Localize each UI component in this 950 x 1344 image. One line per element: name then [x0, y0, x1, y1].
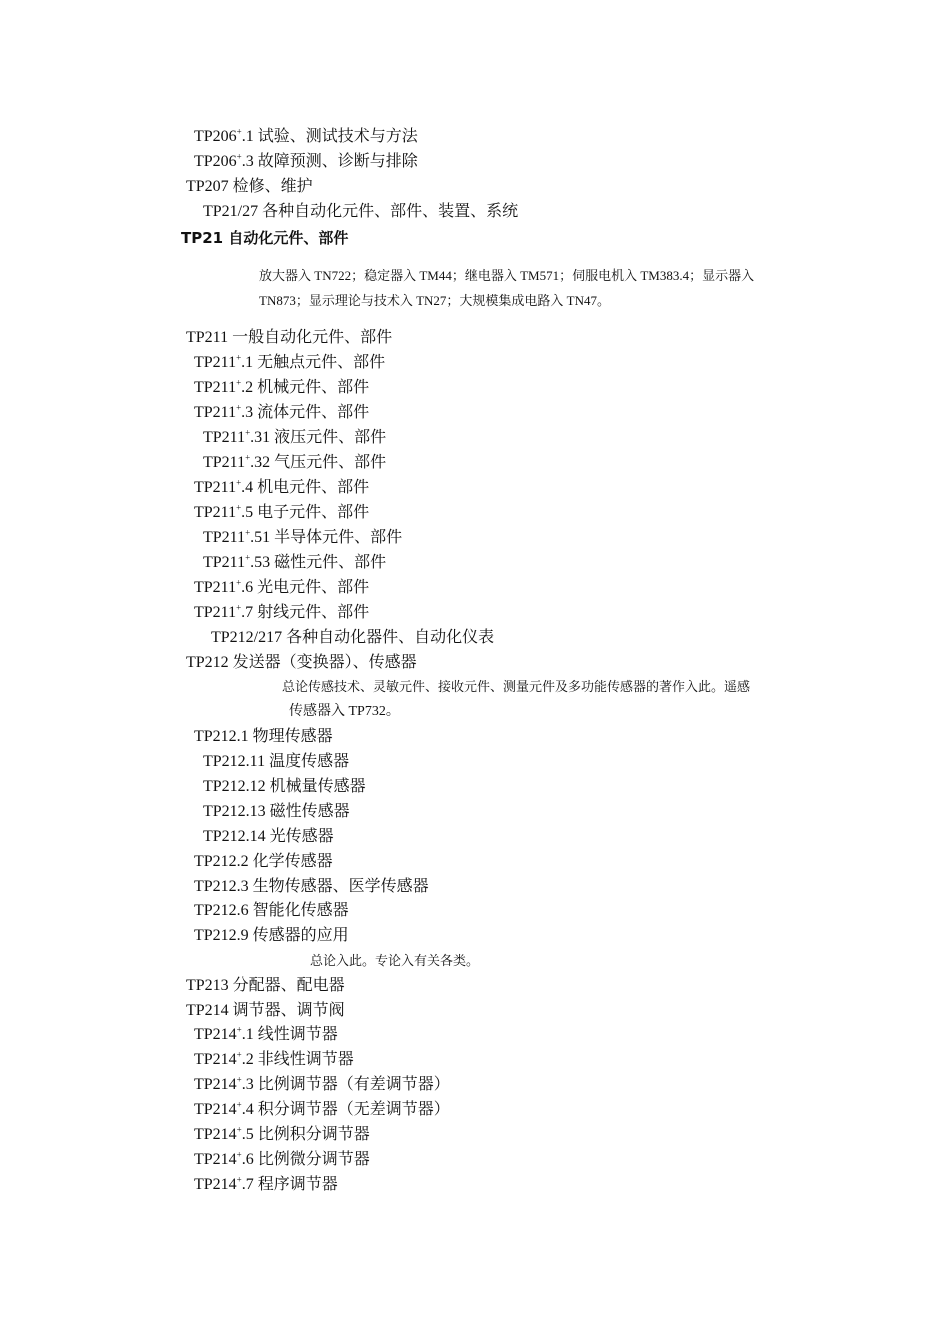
entry-tp212-14	[203, 827, 334, 847]
entry-suffix: .3	[241, 1076, 254, 1093]
entry-code: TP21	[181, 229, 224, 247]
entry-code: TP214	[194, 1101, 237, 1118]
entry-title: 发送器（变换器）、传感器	[232, 654, 417, 671]
entry-tp214-3	[194, 1075, 450, 1095]
entry-title: 光电元件、部件	[257, 579, 370, 596]
entry-tp212	[186, 653, 417, 673]
note-tp212-9: 总论入此。专论入有关各类。	[310, 953, 480, 968]
entry-code: TP211	[194, 479, 237, 496]
entry-suffix: .2	[241, 1051, 254, 1068]
entry-tp207	[186, 177, 313, 197]
entry-sup: +	[236, 1149, 242, 1160]
entry-code: TP212.11	[203, 753, 266, 770]
entry-tp214-7	[194, 1175, 338, 1195]
entry-code: TP214	[194, 1151, 237, 1168]
entry-code: TP212.14	[203, 828, 266, 845]
entry-code: TP212.12	[203, 778, 266, 795]
entry-code: TP211	[194, 354, 237, 371]
entry-tp21-27	[203, 202, 518, 222]
entry-code: TP211	[194, 604, 237, 621]
entry-tp212-2	[194, 852, 333, 872]
entry-suffix: .31	[250, 429, 271, 446]
entry-title: 比例积分调节器	[257, 1126, 370, 1143]
entry-tp211-31	[203, 428, 386, 448]
entry-code: TP212.6	[194, 902, 249, 919]
entry-tp211-51	[203, 528, 402, 548]
entry-code: TP212.9	[194, 927, 249, 944]
entry-sup: +	[236, 1174, 242, 1185]
entry-title: 一般自动化元件、部件	[232, 329, 393, 346]
entry-sup: +	[236, 1049, 242, 1060]
entry-suffix: .5	[241, 504, 254, 521]
entry-suffix: .4	[241, 479, 254, 496]
entry-title: 调节器、调节阀	[232, 1002, 345, 1019]
entry-title: 各种自动化器件、自动化仪表	[286, 629, 495, 646]
entry-tp211-7	[194, 603, 369, 623]
entry-title: 机械量传感器	[269, 778, 366, 795]
entry-code: TP212.2	[194, 853, 249, 870]
entry-title: 生物传感器、医学传感器	[252, 878, 429, 895]
entry-code: TP211	[194, 579, 237, 596]
entry-title: 机械元件、部件	[257, 379, 370, 396]
entry-title: 物理传感器	[252, 728, 333, 745]
entry-suffix: .7	[241, 1176, 254, 1193]
entry-code: TP214	[186, 1002, 229, 1019]
entry-suffix: .6	[241, 1151, 254, 1168]
entry-title: 半导体元件、部件	[274, 529, 403, 546]
entry-tp211	[186, 328, 392, 348]
entry-code: TP211	[203, 554, 246, 571]
entry-sup: +	[236, 352, 242, 363]
entry-tp214-1	[194, 1025, 338, 1045]
entry-code: TP214	[194, 1051, 237, 1068]
entry-suffix: .1	[241, 128, 254, 145]
entry-sup: +	[245, 527, 251, 538]
entry-title: 试验、测试技术与方法	[257, 128, 418, 145]
entry-code: TP207	[186, 178, 229, 195]
entry-suffix: .6	[241, 579, 254, 596]
entry-sup: +	[236, 1099, 242, 1110]
entry-code: TP212	[186, 654, 229, 671]
entry-title: 故障预测、诊断与排除	[257, 153, 418, 170]
entry-code: TP214	[194, 1026, 237, 1043]
entry-tp212-11	[203, 752, 349, 772]
entry-sup: +	[236, 477, 242, 488]
entry-title: 积分调节器（无差调节器）	[257, 1101, 450, 1118]
entry-tp212-217	[211, 628, 494, 648]
entry-tp214	[186, 1001, 345, 1021]
entry-tp212-1	[194, 727, 333, 747]
entry-title: 线性调节器	[257, 1026, 338, 1043]
entry-title: 非线性调节器	[257, 1051, 354, 1068]
entry-sup: +	[245, 427, 251, 438]
entry-sup: +	[236, 151, 242, 162]
entry-tp211-6	[194, 578, 369, 598]
entry-tp211-4	[194, 478, 369, 498]
entry-suffix: .32	[250, 454, 271, 471]
entry-code: TP212/217	[211, 629, 283, 646]
entry-code: TP21/27	[203, 203, 259, 220]
entry-sup: +	[245, 452, 251, 463]
entry-tp211-1	[194, 353, 385, 373]
entry-suffix: .3	[241, 153, 254, 170]
entry-title: 比例微分调节器	[257, 1151, 370, 1168]
entry-tp214-5	[194, 1125, 370, 1145]
entry-sup: +	[236, 1024, 242, 1035]
entry-title: 机电元件、部件	[257, 479, 370, 496]
entry-sup: +	[236, 126, 242, 137]
entry-tp211-2	[194, 378, 369, 398]
entry-tp211-3	[194, 403, 369, 423]
note-tp21-line2: TN873；显示理论与技术入 TN27；大规模集成电路入 TN47。	[259, 293, 610, 308]
entry-sup: +	[236, 402, 242, 413]
entry-suffix: .1	[241, 354, 254, 371]
entry-code: TP212.3	[194, 878, 249, 895]
entry-title: 磁性传感器	[269, 803, 350, 820]
entry-code: TP206	[194, 128, 237, 145]
entry-suffix: .53	[250, 554, 271, 571]
entry-suffix: .4	[241, 1101, 254, 1118]
entry-code: TP211	[194, 504, 237, 521]
entry-tp206-3	[194, 152, 418, 172]
entry-title: 射线元件、部件	[257, 604, 370, 621]
entry-title: 电子元件、部件	[257, 504, 370, 521]
entry-tp206-1	[194, 127, 418, 147]
entry-suffix: .7	[241, 604, 254, 621]
entry-code: TP212.13	[203, 803, 266, 820]
entry-title: 气压元件、部件	[274, 454, 387, 471]
entry-title: 程序调节器	[257, 1176, 338, 1193]
entry-title: 光传感器	[269, 828, 334, 845]
entry-tp213	[186, 976, 345, 996]
entry-sup: +	[236, 602, 242, 613]
entry-tp211-53	[203, 553, 386, 573]
entry-suffix: .1	[241, 1026, 254, 1043]
entry-code: TP214	[194, 1076, 237, 1093]
entry-sup: +	[236, 1124, 242, 1135]
entry-tp214-4	[194, 1100, 450, 1120]
entry-sup: +	[236, 1074, 242, 1085]
entry-title: 液压元件、部件	[274, 429, 387, 446]
entry-title: 无触点元件、部件	[257, 354, 386, 371]
entry-code: TP211	[203, 454, 246, 471]
entry-suffix: .5	[241, 1126, 254, 1143]
entry-title: 温度传感器	[269, 753, 350, 770]
entry-title: 化学传感器	[252, 853, 333, 870]
note-tp21-line1: 放大器入 TN722；稳定器入 TM44；继电器入 TM571；伺服电机入 TM383.4；显示器入	[259, 268, 755, 283]
entry-tp212-6	[194, 901, 349, 921]
entry-sup: +	[236, 577, 242, 588]
entry-code: TP214	[194, 1176, 237, 1193]
entry-title: 传感器的应用	[252, 927, 349, 944]
entry-code: TP211	[203, 429, 246, 446]
entry-sup: +	[236, 377, 242, 388]
entry-suffix: .3	[241, 404, 254, 421]
note-tp212-line2: 传感器入 TP732。	[289, 704, 400, 719]
entry-tp212-9	[194, 926, 349, 946]
entry-tp212-12	[203, 777, 366, 797]
entry-code: TP206	[194, 153, 237, 170]
entry-sup: +	[245, 552, 251, 563]
entry-tp212-13	[203, 802, 350, 822]
entry-title: 流体元件、部件	[257, 404, 370, 421]
entry-title: 检修、维护	[232, 178, 313, 195]
entry-code: TP211	[203, 529, 246, 546]
entry-sup: +	[236, 502, 242, 513]
entry-code: TP214	[194, 1126, 237, 1143]
entry-code: TP213	[186, 977, 229, 994]
entry-code: TP211	[194, 379, 237, 396]
entry-tp212-3	[194, 877, 429, 897]
entry-title: 比例调节器（有差调节器）	[257, 1076, 450, 1093]
entry-title: 智能化传感器	[252, 902, 349, 919]
entry-title: 磁性元件、部件	[274, 554, 387, 571]
entry-suffix: .51	[250, 529, 271, 546]
entry-suffix: .2	[241, 379, 254, 396]
entry-title: 自动化元件、部件	[223, 229, 349, 247]
entry-tp211-32	[203, 453, 386, 473]
entry-code: TP211	[186, 329, 229, 346]
entry-tp211-5	[194, 503, 369, 523]
entry-title: 各种自动化元件、部件、装置、系统	[262, 203, 519, 220]
entry-code: TP212.1	[194, 728, 249, 745]
entry-tp21	[181, 228, 348, 248]
entry-title: 分配器、配电器	[232, 977, 345, 994]
entry-tp214-2	[194, 1050, 354, 1070]
entry-code: TP211	[194, 404, 237, 421]
note-tp212-line1: 总论传感技术、灵敏元件、接收元件、测量元件及多功能传感器的著作入此。遥感	[282, 679, 751, 694]
entry-tp214-6	[194, 1150, 370, 1170]
